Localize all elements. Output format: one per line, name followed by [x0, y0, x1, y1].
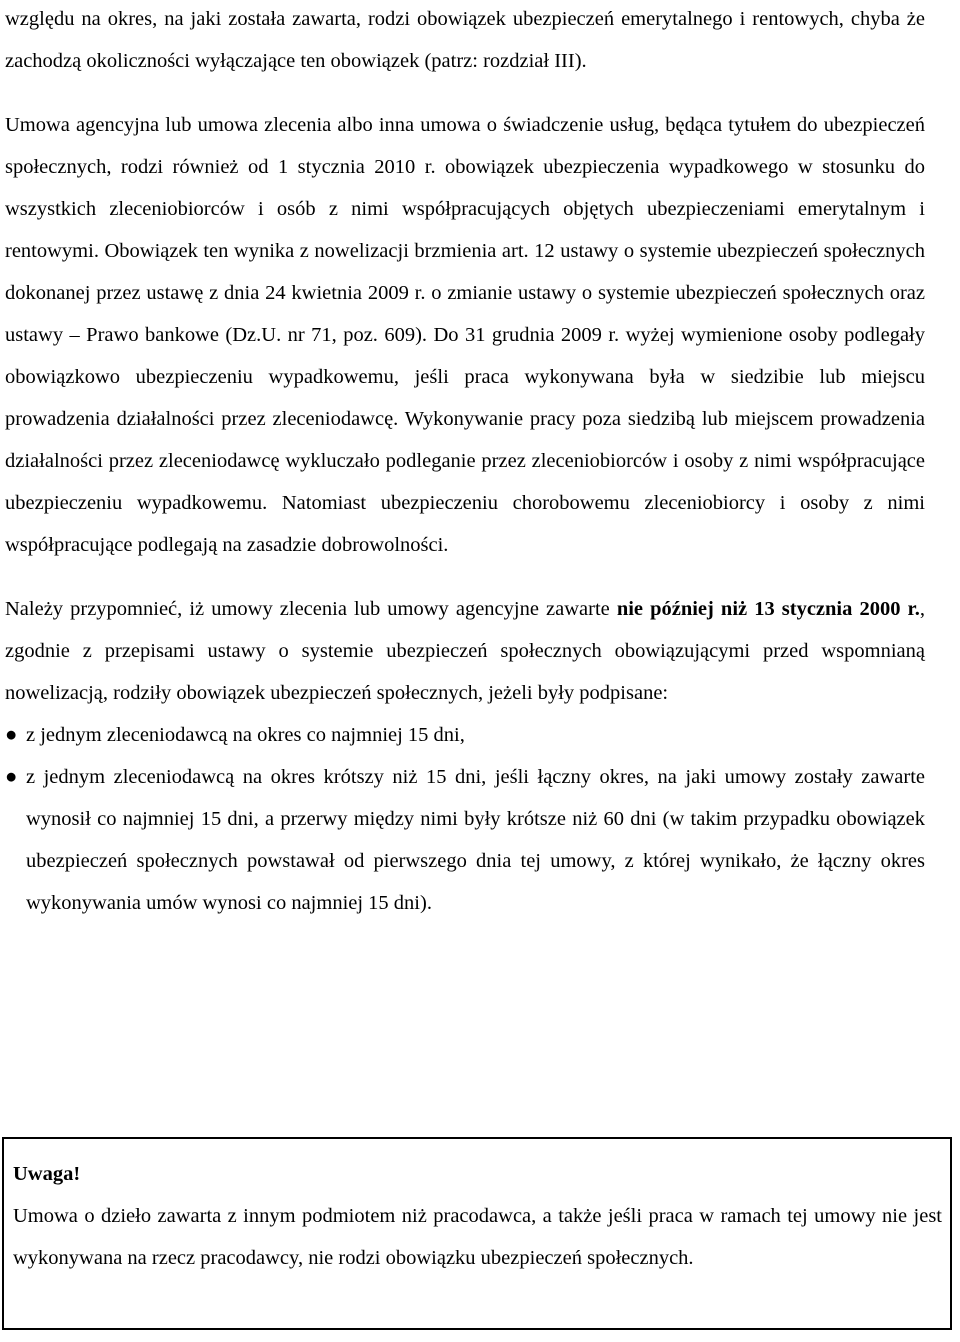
notice-box	[2, 1137, 952, 1330]
reminder-text-start: Należy przypomnieć, iż umowy zlecenia lub umowy agencyjne zawarte	[5, 598, 617, 620]
paragraph-reminder	[5, 588, 925, 714]
notice-title: Uwaga!	[13, 1163, 81, 1185]
notice-text: Umowa o dzieło zawarta z innym podmiotem niż pracodawca, a także jeśli praca w ramach tej umowy nie jest wykonywana na rzecz pracodawcy, nie rodzi obowiązku ubezpieczeń społecznych.	[13, 1205, 942, 1269]
paragraph-accident-insurance: Umowa agencyjna lub umowa zlecenia albo inna umowa o świadczenie usług, będąca tytułem do ubezpieczeń społecznych, rodzi również od 1 stycznia 2010 r. obowiązek ubezpieczenia wypadkowego w stosunku do wszystkich zleceniobiorców i osób z nimi współpracujących objętych ubezpieczeniami emerytalnym i rentowymi. Obowiązek ten wynika z nowelizacji brzmienia art. 12 ustawy o systemie ubezpieczeń społecznych dokonanej przez ustawę z dnia 24 kwietnia 2009 r. o zmianie ustawy o systemie ubezpieczeń społecznych oraz ustawy – Prawo bankowe (Dz.U. nr 71, poz. 609). Do 31 grudnia 2009 r. wyżej wymienione osoby podlegały obowiązkowo ubezpieczeniu wypadkowemu, jeśli praca wykonywana była w siedzibie lub miejscu prowadzenia działalności przez zleceniodawcę. Wykonywanie pracy poza siedzibą lub miejscem prowadzenia działalności przez zleceniodawcę wykluczało podleganie przez zleceniobiorców i osoby z nimi współpracujące ubezpieczeniu wypadkowemu. Natomiast ubezpieczeniu chorobowemu zleceniobiorcy i osoby z nimi współpracujące podlegają na zasadzie dobrowolności.	[5, 114, 925, 556]
reminder-date-emphasis: nie później niż 13 stycznia 2000 r.	[616, 598, 920, 620]
list-item	[5, 756, 925, 924]
reminder-text-end: , zgodnie z przepisami ustawy o systemie ubezpieczeń społecznych obowiązującymi przed wspomnianą nowelizacją, rodziły obowiązek ubezpieczeń społecznych, jeżeli były podpisane:	[5, 598, 925, 704]
bullet-icon: ●	[5, 724, 18, 746]
paragraph-continuation: względu na okres, na jaki została zawarta, rodzi obowiązek ubezpieczeń emerytalnego i rentowych, chyba że zachodzą okoliczności wyłączające ten obowiązek (patrz: rozdział III).	[5, 8, 925, 72]
conditions-list	[5, 714, 925, 924]
list-item-text: z jednym zleceniodawcą na okres co najmniej 15 dni,	[26, 724, 465, 746]
bullet-icon: ●	[5, 766, 18, 788]
list-item	[5, 714, 925, 756]
list-item-text: z jednym zleceniodawcą na okres krótszy niż 15 dni, jeśli łączny okres, na jaki umowy zostały zawarte wynosił co najmniej 15 dni, a przerwy między nimi były krótsze niż 60 dni (w takim przypadku obowiązek ubezpieczeń społecznych powstawał od pierwszego dnia tej umowy, z której wynikało, że łączny okres wykonywania umów wynosi co najmniej 15 dni).	[26, 766, 925, 914]
document-page	[5, 0, 925, 924]
